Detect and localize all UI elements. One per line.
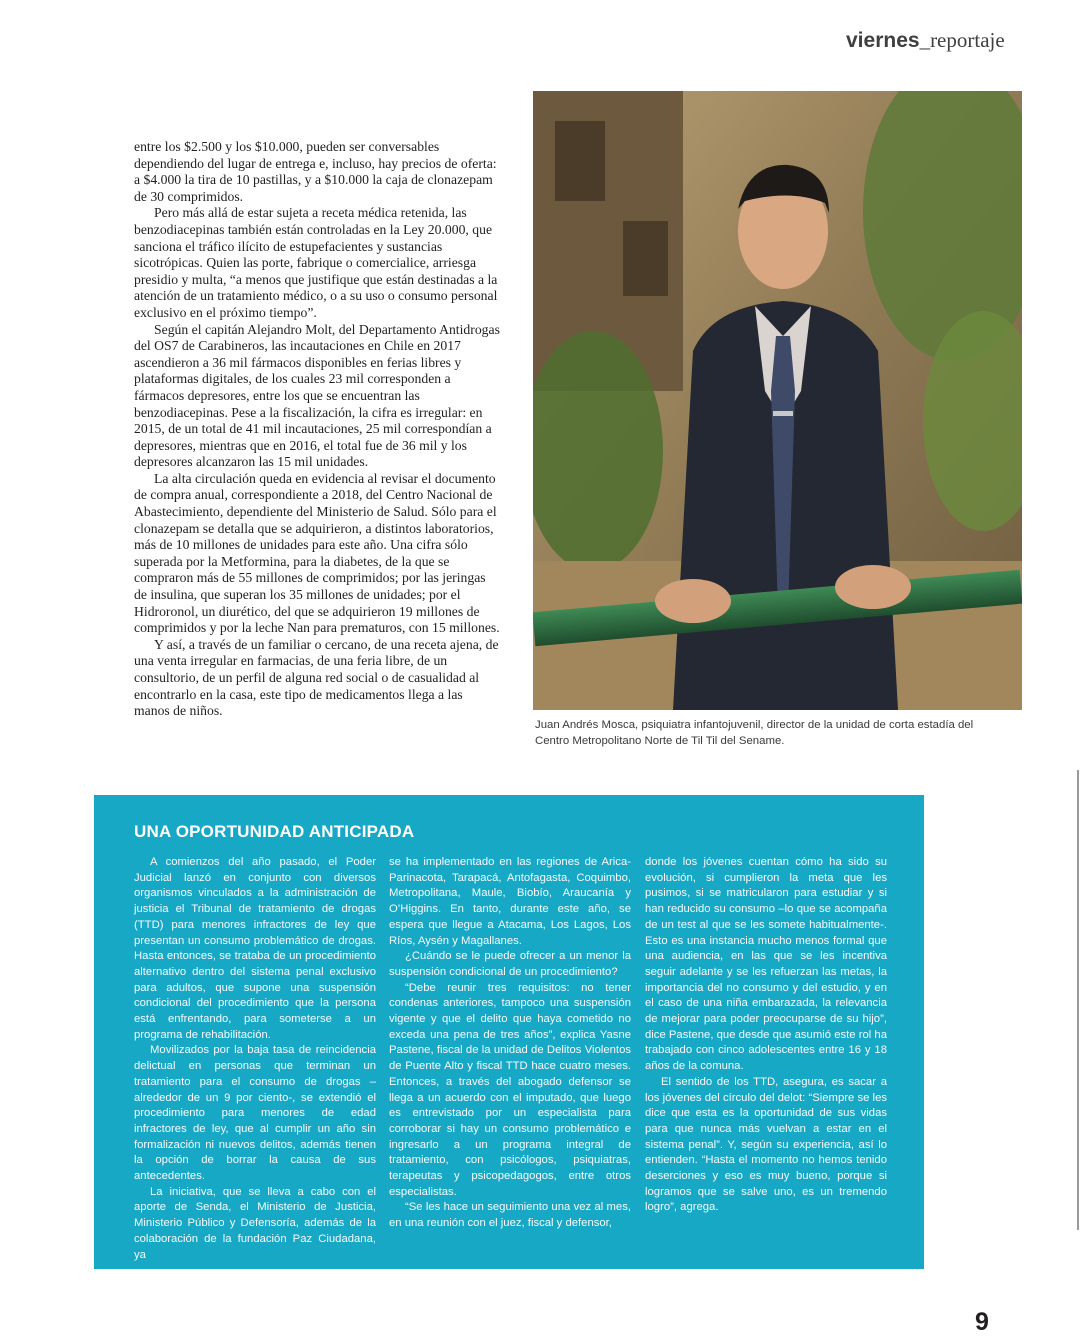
sidebar-column-1 [134,855,376,1263]
section-header [846,28,1005,53]
article-paragraph: Pero más allá de estar sujeta a receta médica retenida, las benzodiacepinas también están controladas en la Ley 20.000, que sanciona el tráfico ilícito de estupefacientes y sustancias sicotrópicas. Quien las porte, fabrique o comercialice, arriesga presidio y multa, “a menos que justifique que están destinadas a la atención de un tratamiento médico, o a su uso o consumo personal exclusivo en el próximo tiempo”. [134,205,498,320]
margin-rule [1077,770,1079,1230]
article-body [134,139,500,720]
sidebar-column-3 [645,855,887,1216]
sidebar-paragraph: A comienzos del año pasado, el Poder Judicial lanzó en conjunto con diversos organismos vinculados a la administración de justicia el Tribunal de tratamiento de drogas (TTD) para menores infractores de ley que presentan un consumo problemático de drogas. Hasta entonces, se trataba de un procedimiento alternativo dentro del sistema penal exclusivo para adultos, que supone una suspensión condicional del procedimiento que la persona está enfrentando, para someterse a un programa de rehabilitación. [134,856,376,1041]
article-paragraph: Y así, a través de un familiar o cercano, de una receta ajena, de una venta irregular en farmacias, de una feria libre, de un consultorio, de un perfil de alguna red social o de casualidad al encontrarlo en la casa, este tipo de medicamentos llega a las manos de niños. [134,636,499,719]
sidebar-column-2 [389,855,631,1232]
section-type: _reportaje [919,28,1005,52]
sidebar-paragraph: “Debe reunir tres requisitos: no tener condenas anteriores, tampoco una suspensión vigente y que el delito que haya cometido no exceda una pena de tres años”, explica Yasne Pastene, fiscal de la unidad de Delitos Violentos de Puente Alto y fiscal TTD hace cuatro meses. Entonces, a través del abogado defensor se llega a un acuerdo con el imputado, que luego es entrevistado por un especialista para corroborar si hay un consumo problemático e ingresarlo a un programa integral de tratamiento, con psicólogos, psiquiatras, terapeutas y psicopedagogos, entre otros especialistas. [389,981,631,1198]
section-name: viernes [846,29,920,52]
sidebar-paragraph: La iniciativa, que se lleva a cabo con el aporte de Senda, el Ministerio de Justicia, Ministerio Público y Defensoría, además de la colaboración de la fundación Paz Ciudadana, ya [134,1185,376,1261]
sidebar-paragraph: Movilizados por la baja tasa de reincidencia delictual en personas que terminan un tratamiento para el consumo de drogas –alrededor de un 9 por ciento-, se extendió el procedimiento para menores de edad infractores de ley, que al cumplir un año sin formalización ni nuevos delitos, además tienen la opción de borrar la causa de sus antecedentes. [134,1044,376,1183]
sidebar-box [94,795,924,1269]
sidebar-title: UNA OPORTUNIDAD ANTICIPADA [134,822,415,841]
article-paragraph: Según el capitán Alejandro Molt, del Departamento Antidrogas del OS7 de Carabineros, las incautaciones en Chile en 2017 ascendieron a 36 mil fármacos disponibles en ferias libres y plataformas digitales, de los cuales 23 mil corresponden a fármacos depresores, entre los que se encuentran las benzodiacepinas. Pese a la fiscalización, la cifra es irregular: en 2015, de un total de 41 mil incautaciones, 25 mil correspondían a depresores, mientras que en 2016, el total fue de 36 mil y los depresores alcanzaron las 15 mil unidades. [134,321,500,470]
article-paragraph: La alta circulación queda en evidencia al revisar el documento de compra anual, correspondiente a 2018, del Centro Nacional de Abastecimiento, dependiente del Ministerio de Salud. Sólo para el clonazepam se detalla que se adquirieron, a distintos laboratorios, más de 10 millones de unidades para este año. Una cifra sólo superada por la Metformina, para la diabetes, de la que se compraron más de 55 millones de comprimidos; por las jeringas de insulina, que superan los 35 millones de unidades; por el Hidroronol, un diurético, del que se adquirieron 19 millones de comprimidos y por la leche Nan para prematuros, con 15 millones. [134,470,500,636]
sidebar-paragraph: El sentido de los TTD, asegura, es sacar a los jóvenes del círculo del delot: “Siempre se les dice que esta es la oportunidad de sus vidas para que nunca más vuelvan a estar en el sistema penal”. Y, según su experiencia, así lo entienden. “Hasta el momento no hemos tenido deserciones y eso es muy bueno, porque si logramos que se salve uno, es un tremendo logro”, agrega. [645,1075,887,1214]
sidebar-paragraph: ¿Cuándo se le puede ofrecer a un menor la suspensión condicional de un procedimiento? [389,950,631,978]
page-number: 9 [975,1308,989,1336]
portrait-photo [533,91,1022,710]
photo-caption: Juan Andrés Mosca, psiquiatra infantojuvenil, director de la unidad de corta estadía del Centro Metropolitano Norte de Til Til del Sename. [535,719,974,747]
sidebar-paragraph: se ha implementado en las regiones de Arica-Parinacota, Tarapacá, Antofagasta, Coquimbo, Metropolitana, Maule, Biobío, Araucanía y O’Higgins. En tanto, durante este año, se espera que llegue a Atacama, Los Lagos, Los Ríos, Aysén y Magallanes. [389,856,631,947]
article-paragraph: entre los $2.500 y los $10.000, pueden ser conversables dependiendo del lugar de entrega e, incluso, hay precios de oferta: a $4.000 la tira de 10 pastillas, y a $10.000 la caja de clonazepam de 30 comprimidos. [134,139,497,204]
sidebar-paragraph: “Se les hace un seguimiento una vez al mes, en una reunión con el juez, fiscal y defensor, [389,1201,631,1230]
sidebar-paragraph: donde los jóvenes cuentan cómo ha sido su evolución, si cumplieron la meta que les pusimos, si se matricularon para estudiar y si han reducido su consumo –lo que se acompaña de un test al que se les somete habitualmente-. Esto es una instancia mucho menos formal que una audiencia, en las que se les incentiva seguir adelante y se les refuerzan las metas, la importancia del no consumo y del estudio, y en el caso de una niña embarazada, la relevancia de mejorar para poder preocuparse de su hijo”, dice Pastene, que desde que asumió este rol ha trabajado con cinco adolescentes entre 16 y 18 años de la comuna. [645,856,887,1073]
